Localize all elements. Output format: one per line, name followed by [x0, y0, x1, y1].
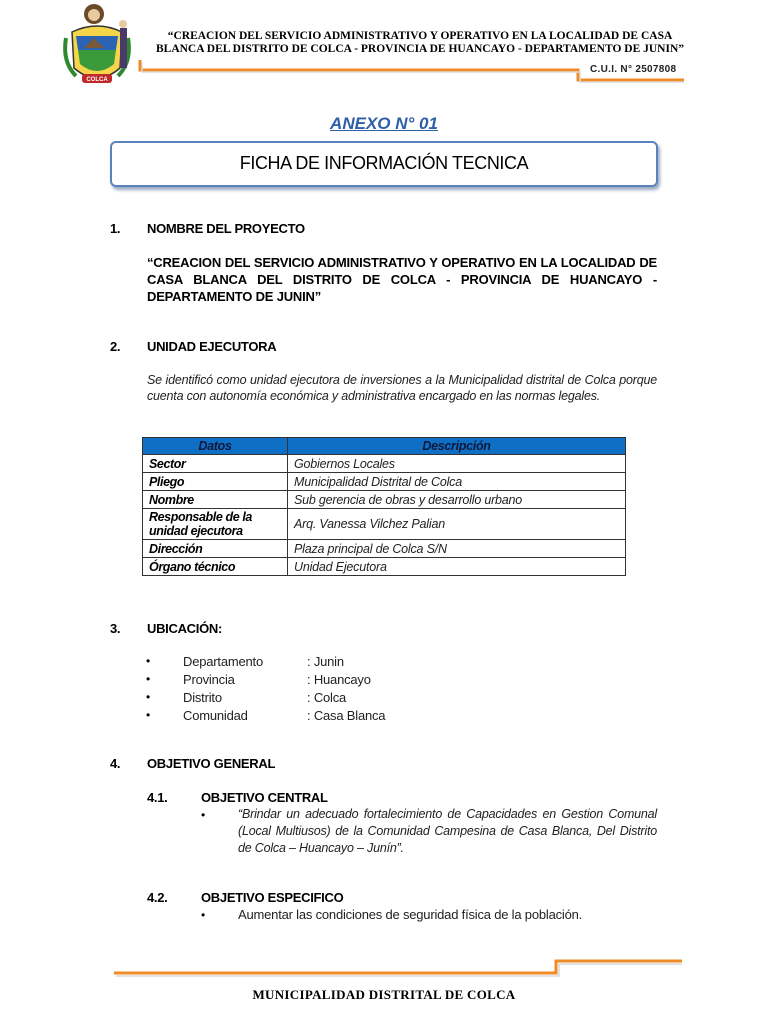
footer-orange-rule: [112, 955, 684, 981]
header-project-title: “CREACION DEL SERVICIO ADMINISTRATIVO Y OPERATIVO EN LA LOCALIDAD DE CASA BLANCA DEL DISTRITO DE COLCA - PROVINCIA DE HUANCAYO - DEPARTAMENTO DE JUNIN”: [155, 30, 685, 55]
section-4-heading: OBJETIVO GENERAL: [147, 756, 276, 771]
cui-code: C.U.I. N° 2507808: [590, 64, 677, 75]
project-name-text: “CREACION DEL SERVICIO ADMINISTRATIVO Y OPERATIVO EN LA LOCALIDAD DE CASA BLANCA DEL DISTRITO DE COLCA - PROVINCIA DE HUANCAYO - DEPARTAMENTO DE JUNIN”: [147, 255, 657, 304]
location-value-departamento: : Junin: [307, 654, 344, 669]
section-4-number: 4.: [110, 756, 121, 771]
location-value-provincia: : Huancayo: [307, 672, 371, 687]
specific-objective-text: Aumentar las condiciones de seguridad física de la población.: [238, 907, 583, 922]
location-label-distrito: Distrito: [183, 690, 222, 705]
table-header-descripcion: Descripción: [288, 438, 626, 455]
section-1-heading: NOMBRE DEL PROYECTO: [147, 221, 305, 236]
location-value-distrito: : Colca: [307, 690, 347, 705]
bullet-icon: •: [201, 808, 206, 822]
bullet-icon: •: [146, 672, 151, 686]
table-row: [143, 455, 626, 473]
executing-unit-table: [142, 437, 626, 576]
subsection-4-2-heading: OBJETIVO ESPECIFICO: [201, 890, 344, 905]
row-key: Sector: [143, 455, 288, 473]
table-row: [143, 473, 626, 491]
bullet-icon: •: [146, 708, 151, 722]
bullet-icon: •: [146, 690, 151, 704]
executing-unit-description: Se identificó como unidad ejecutora de inversiones a la Municipalidad distrital de Colca porque cuenta con autonomía económica y administrativa encargado en las normas legales.: [147, 373, 657, 403]
row-value: Sub gerencia de obras y desarrollo urbano: [288, 491, 626, 509]
table-header-row: [143, 438, 626, 455]
row-key: Dirección: [143, 540, 288, 558]
municipal-coat-of-arms-logo: [62, 2, 132, 94]
central-objective-text: “Brindar un adecuado fortalecimiento de Capacidades en Gestion Comunal (Local Multiusos) de la Comunidad Campesina de Casa Blanca, Del Distrito de Colca – Huancayo – Junín”.: [238, 807, 657, 855]
row-key: Responsable de la unidad ejecutora: [143, 509, 288, 540]
table-row: [143, 558, 626, 576]
location-label-provincia: Provincia: [183, 672, 235, 687]
location-label-departamento: Departamento: [183, 654, 263, 669]
row-value: Municipalidad Distrital de Colca: [288, 473, 626, 491]
footer-municipality-name: MUNICIPALIDAD DISTRITAL DE COLCA: [252, 987, 516, 1002]
table-row: [143, 509, 626, 540]
row-value: Arq. Vanessa Vilchez Palian: [288, 509, 626, 540]
sheet-title: FICHA DE INFORMACIÓN TECNICA: [239, 153, 529, 173]
bullet-icon: •: [201, 908, 206, 922]
row-key: Pliego: [143, 473, 288, 491]
annex-title: ANEXO N° 01: [330, 114, 438, 133]
table-row: [143, 491, 626, 509]
row-value: Plaza principal de Colca S/N: [288, 540, 626, 558]
subsection-4-1-heading: OBJETIVO CENTRAL: [201, 790, 328, 805]
row-key: Órgano técnico: [143, 558, 288, 576]
section-1-number: 1.: [110, 221, 121, 236]
section-3-heading: UBICACIÓN:: [147, 621, 222, 636]
location-label-comunidad: Comunidad: [183, 708, 248, 723]
row-value: Unidad Ejecutora: [288, 558, 626, 576]
table-row: [143, 540, 626, 558]
row-key: Nombre: [143, 491, 288, 509]
subsection-4-1-number: 4.1.: [147, 790, 168, 805]
location-value-comunidad: : Casa Blanca: [307, 708, 386, 723]
table-header-datos: Datos: [143, 438, 288, 455]
row-value: Gobiernos Locales: [288, 455, 626, 473]
section-2-heading: UNIDAD EJECUTORA: [147, 339, 277, 354]
subsection-4-2-number: 4.2.: [147, 890, 168, 905]
bullet-icon: •: [146, 654, 151, 668]
section-2-number: 2.: [110, 339, 121, 354]
logo-ribbon-text: COLCA: [86, 77, 108, 83]
section-3-number: 3.: [110, 621, 121, 636]
